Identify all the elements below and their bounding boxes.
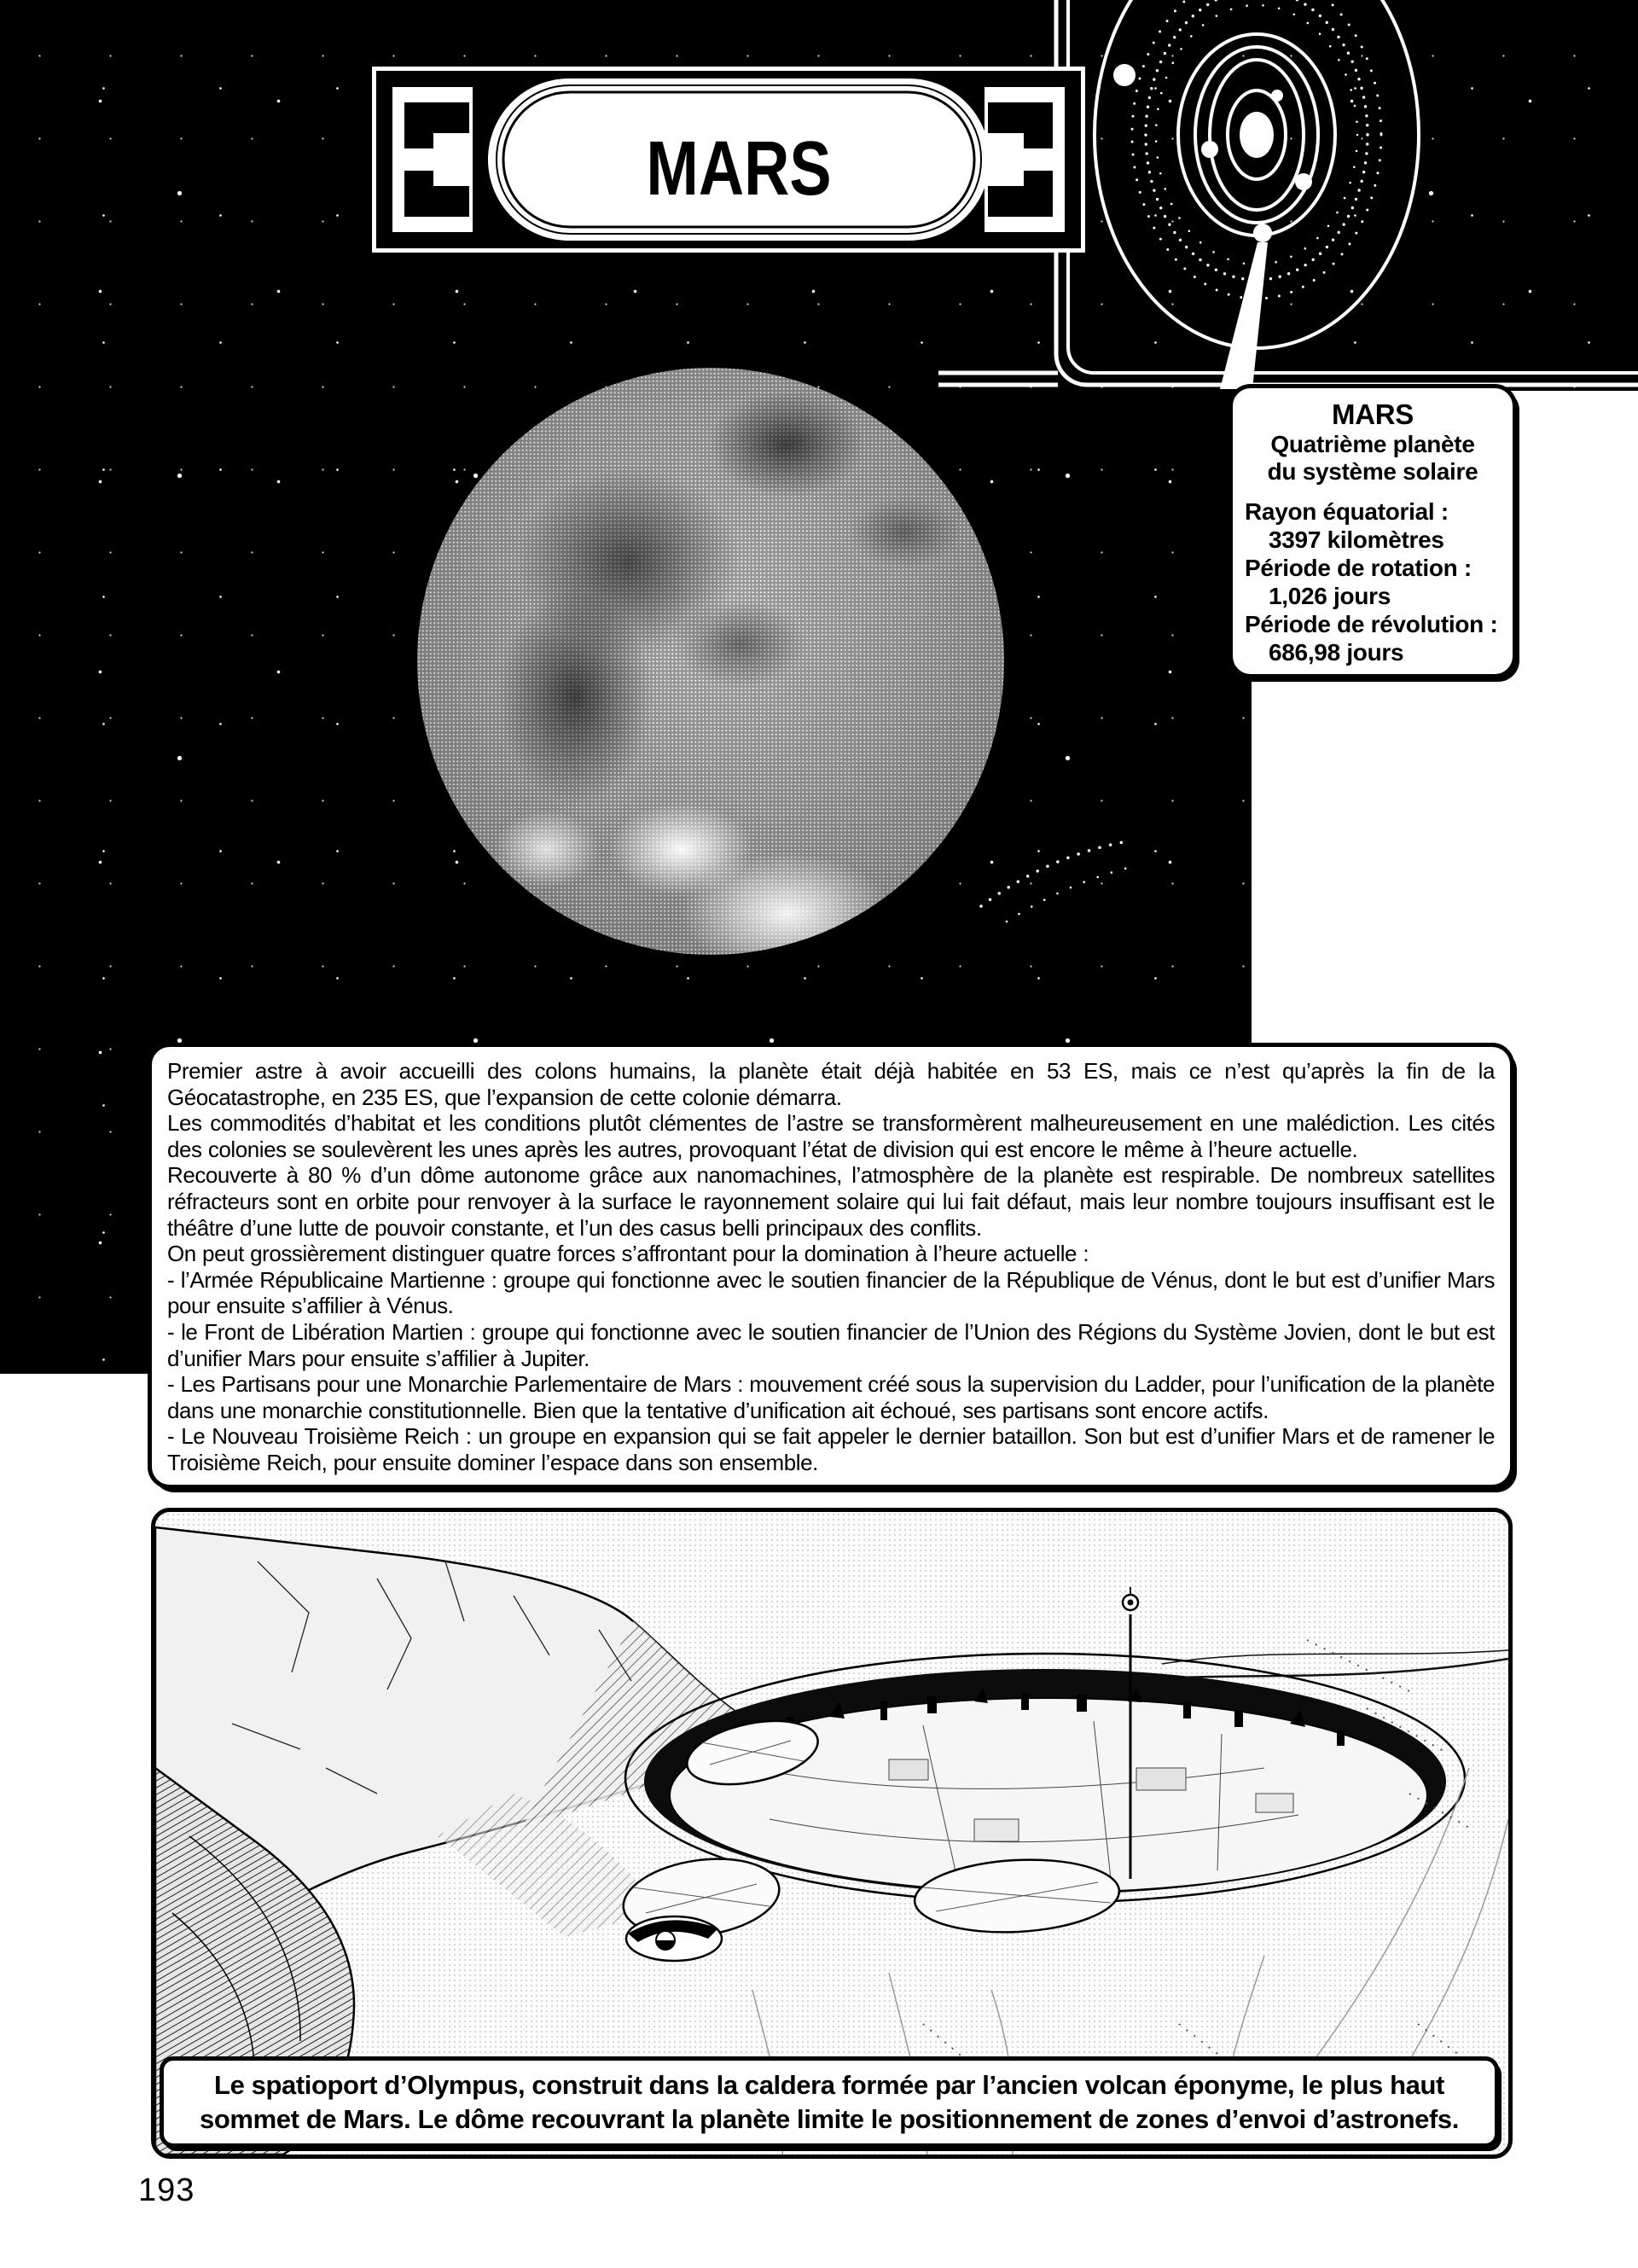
article-paragraph: Les commodités d’habitat et les conditions plutôt clémentes de l’astre se transformèrent malheureusement en une malédiction. Les cités des colonies se soulevèrent les unes après les autres, provoquant l’état de division qui est encore le même à l’heure actuelle. [167, 1110, 1495, 1162]
info-subtitle-1: Quatrième planète [1270, 431, 1475, 457]
article-paragraph: Premier astre à avoir accueilli des colons humains, la planète était déjà habitée en 53 ES, mais ce n’est qu’après la fin de la Géocatastrophe, en 235 ES, que l’expansion de cette colonie démarra. [167, 1058, 1495, 1110]
article-paragraph: Recouverte à 80 % d’un dôme autonome grâce aux nanomachines, l’atmosphère de la planète est respirable. De nombreux satellites réfracteurs sont en orbite pour renvoyer à la surface le rayonnement solaire qui lui fait défaut, mais leur nombre toujours insuffisant est le théâtre d’une lutte de pouvoir constante, et l’un des casus belli principaux des conflits. [167, 1162, 1495, 1241]
stat-label: Période de révolution : [1245, 611, 1498, 637]
article-paragraph: - le Front de Libération Martien : groupe qui fonctionne avec le soutien financier de l’Union des Régions du Système Jovien, dont le but est d’unifier Mars pour ensuite s’affilier à Jupiter. [167, 1318, 1495, 1371]
stat-value: 3397 kilomètres [1269, 526, 1444, 553]
stat-label: Rayon équatorial : [1245, 498, 1449, 525]
stat-label: Période de rotation : [1245, 555, 1472, 581]
title-plate [372, 67, 1085, 253]
mars-info-box [1228, 384, 1517, 678]
article-paragraph: On peut grossièrement distinguer quatre forces s’affrontant pour la domination à l’heure actuelle : [167, 1241, 1089, 1267]
page-number: 193 [138, 2172, 195, 2208]
article-paragraph: - Les Partisans pour une Monarchie Parlementaire de Mars : mouvement créé sous la supervision du Ladder, pour l’unification de la planète dans une monarchie constitutionnelle. Bien que la tentative d’unification ait échoué, ses partisans sont encore actifs. [167, 1371, 1495, 1423]
caption-line: Le spatioport d’Olympus, construit dans la caldera formée par l’ancien volcan éponyme, le plus haut [214, 2070, 1444, 2100]
caldera [619, 1587, 1465, 1945]
stat-value: 686,98 jours [1269, 639, 1404, 666]
mars-planet-image [417, 368, 1004, 955]
article-paragraph: - Le Nouveau Troisième Reich : un groupe en expansion qui se fait appeler le dernier bataillon. Son but est d’unifier Mars et de ramener le Troisième Reich, pour ensuite dominer l’espace dans son ensemble. [167, 1423, 1495, 1475]
info-subtitle-2: du système solaire [1267, 458, 1478, 485]
info-title: MARS [1332, 398, 1414, 430]
article-box [148, 1043, 1514, 1489]
caption-box [160, 2056, 1499, 2148]
stat-value: 1,026 jours [1269, 583, 1391, 609]
caption-line: sommet de Mars. Le dôme recouvrant la planète limite le positionnement de zones d’envoi d’astronefs. [200, 2104, 1459, 2134]
small-crater [626, 1916, 722, 1961]
page-title: MARS [646, 126, 832, 212]
starfield-top-right [1252, 0, 1638, 391]
article-paragraph: - l’Armée Républicaine Martienne : groupe qui fonctionne avec le soutien financier de la République de Vénus, dont le but est d’unifier Mars pour ensuite s’affilier à Vénus. [167, 1266, 1495, 1319]
